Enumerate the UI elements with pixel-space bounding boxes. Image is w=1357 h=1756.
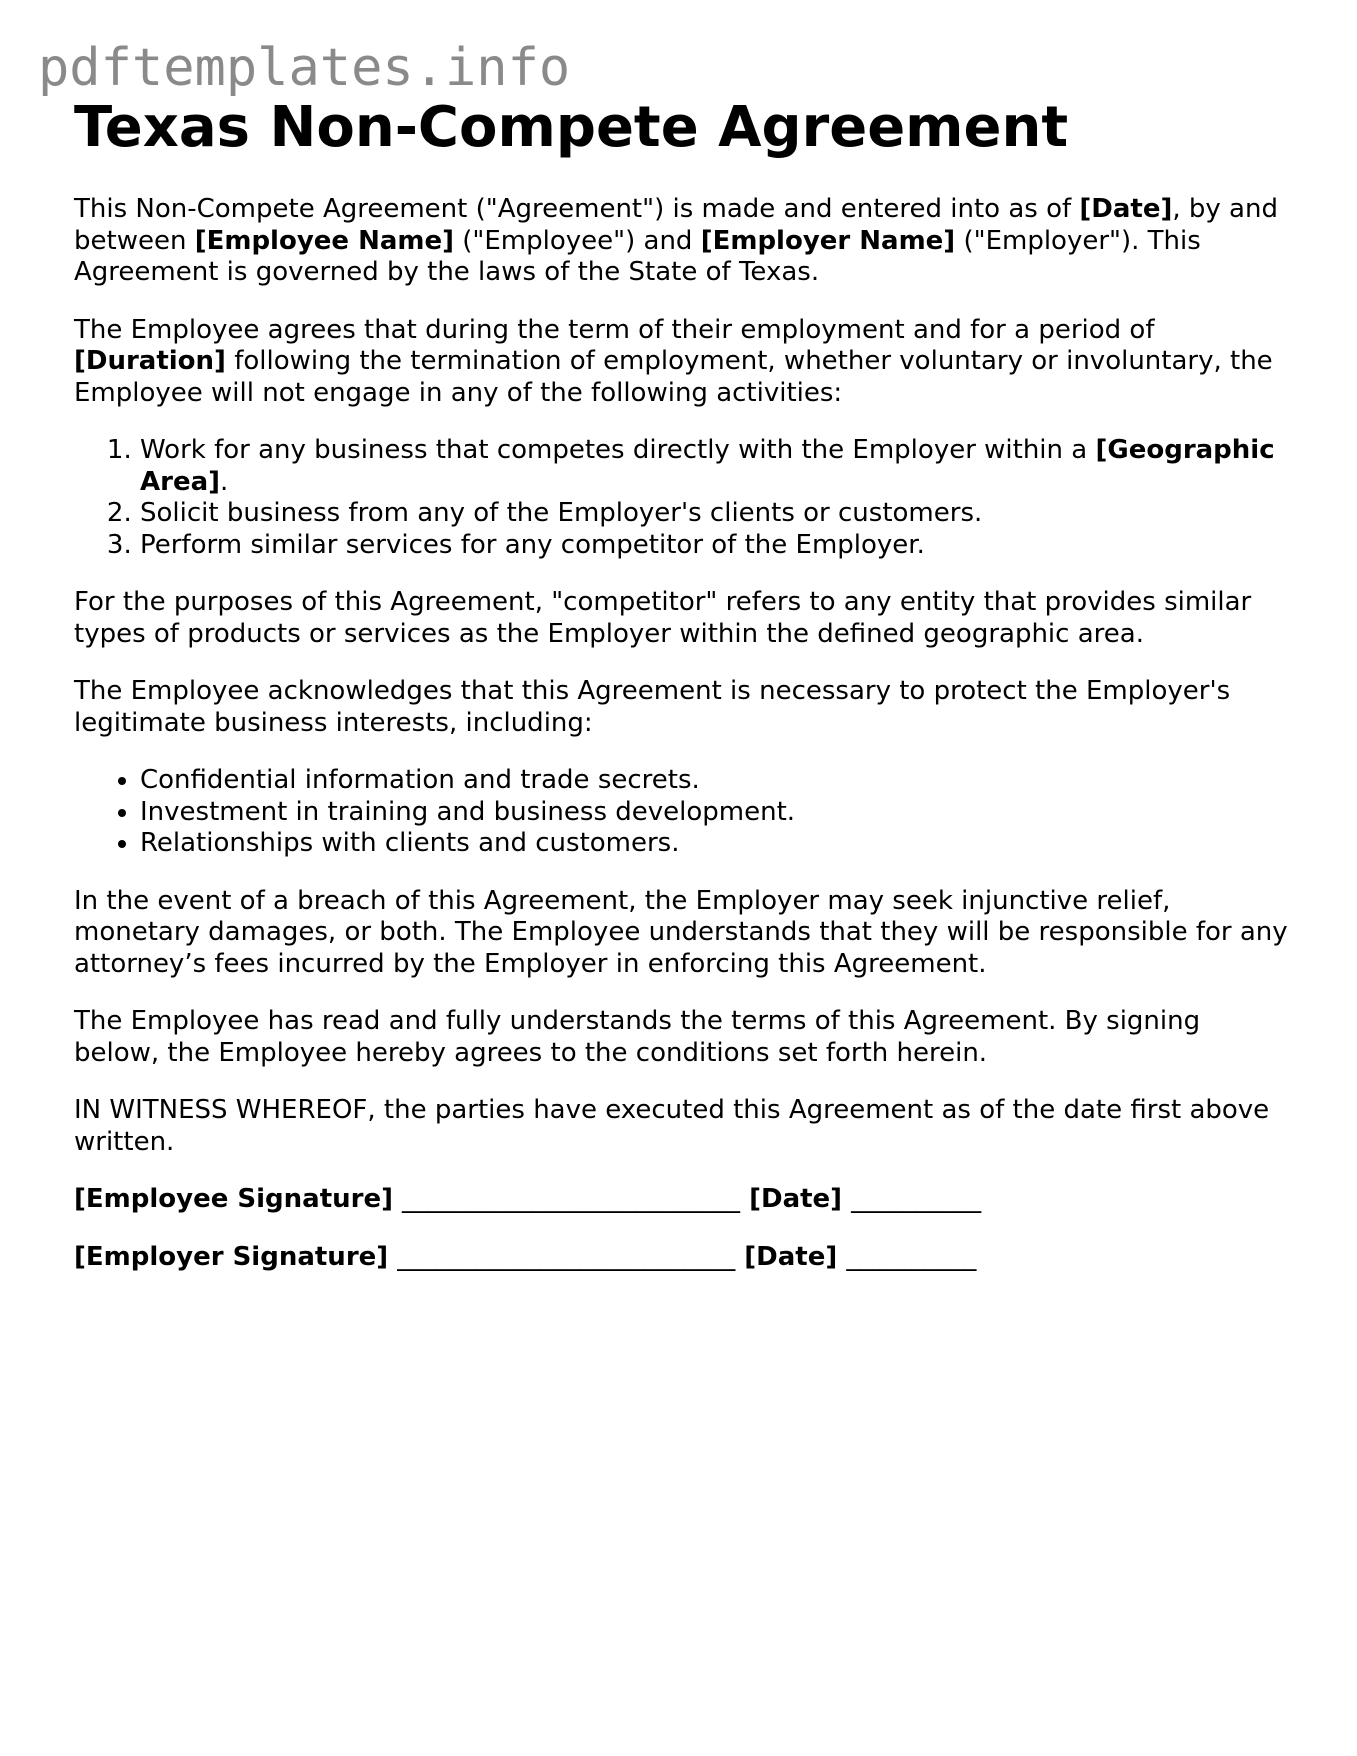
employee-date-blank[interactable]: __________ [851, 1184, 982, 1214]
document-body [74, 92, 1289, 1273]
duration-placeholder: [Duration] [74, 346, 226, 376]
intro-text-4: ("Employer"). This Agreement is governed by the laws of the State of Texas. [74, 225, 1201, 287]
intro-text-2: , by and between [74, 194, 1278, 256]
geographic-area-placeholder: [Geographic Area] [140, 435, 1275, 497]
employee-signature-blank[interactable]: __________________________ [402, 1184, 741, 1214]
list-item: • Confidential information and trade secrets. [140, 765, 1289, 797]
employee-date-label: [Date] [749, 1184, 843, 1214]
duration-paragraph [74, 315, 1289, 410]
employee-signature-line [74, 1184, 1289, 1216]
activity-1-end: . [220, 466, 229, 497]
duration-text-2: following the termination of employment, whether voluntary or involuntary, the Employee will not engage in any of the following activities: [74, 346, 1273, 408]
page-title: Texas Non-Compete Agreement [74, 95, 1069, 160]
employee-name-placeholder: [Employee Name] [194, 225, 455, 256]
read-paragraph: The Employee has read and fully understands the terms of this Agreement. By signing below, the Employee hereby agrees to the conditions set forth herein. [74, 1006, 1201, 1068]
activity-1-text: Work for any business that competes directly with the Employer within a [140, 435, 1096, 465]
date-placeholder: [Date] [1079, 194, 1173, 224]
witness-paragraph: IN WITNESS WHEREOF, the parties have executed this Agreement as of the date first above written. [74, 1095, 1270, 1157]
employer-date-label: [Date] [744, 1241, 838, 1272]
employer-signature-blank[interactable]: __________________________ [397, 1241, 736, 1272]
list-item: 3. Perform similar services for any competitor of the Employer. [140, 530, 1289, 562]
intro-paragraph [74, 194, 1289, 289]
employer-signature-label: [Employer Signature] [74, 1241, 389, 1272]
list-item [140, 435, 1289, 498]
duration-text-1: The Employee agrees that during the term of their employment and for a period of [74, 314, 1155, 345]
breach-paragraph: In the event of a breach of this Agreement, the Employer may seek injunctive relief, monetary damages, or both. The Employee understands that they will be responsible for any attorney’s fees incurred by the Employer in enforcing this Agreement. [74, 885, 1288, 979]
watermark: pdftemplates.info [38, 38, 571, 98]
list-item: 2. Solicit business from any of the Employer's clients or customers. [140, 498, 1289, 530]
employee-signature-label: [Employee Signature] [74, 1184, 393, 1214]
intro-text-3: ("Employee") and [454, 225, 701, 256]
employer-signature-line [74, 1242, 1289, 1274]
employer-name-placeholder: [Employer Name] [700, 225, 956, 256]
competitor-paragraph: For the purposes of this Agreement, "competitor" refers to any entity that provides similar types of products or services as the Employer within the defined geographic area. [74, 587, 1252, 649]
list-item: • Investment in training and business development. [140, 797, 1289, 829]
intro-text-1: This Non-Compete Agreement ("Agreement") is made and entered into as of [74, 194, 1080, 224]
employer-date-blank[interactable]: __________ [846, 1241, 977, 1272]
interests-paragraph: The Employee acknowledges that this Agreement is necessary to protect the Employer's legitimate business interests, including: [74, 676, 1231, 738]
activities-list [74, 435, 1289, 561]
interests-list [74, 765, 1289, 860]
list-item: • Relationships with clients and customers. [140, 828, 1289, 860]
